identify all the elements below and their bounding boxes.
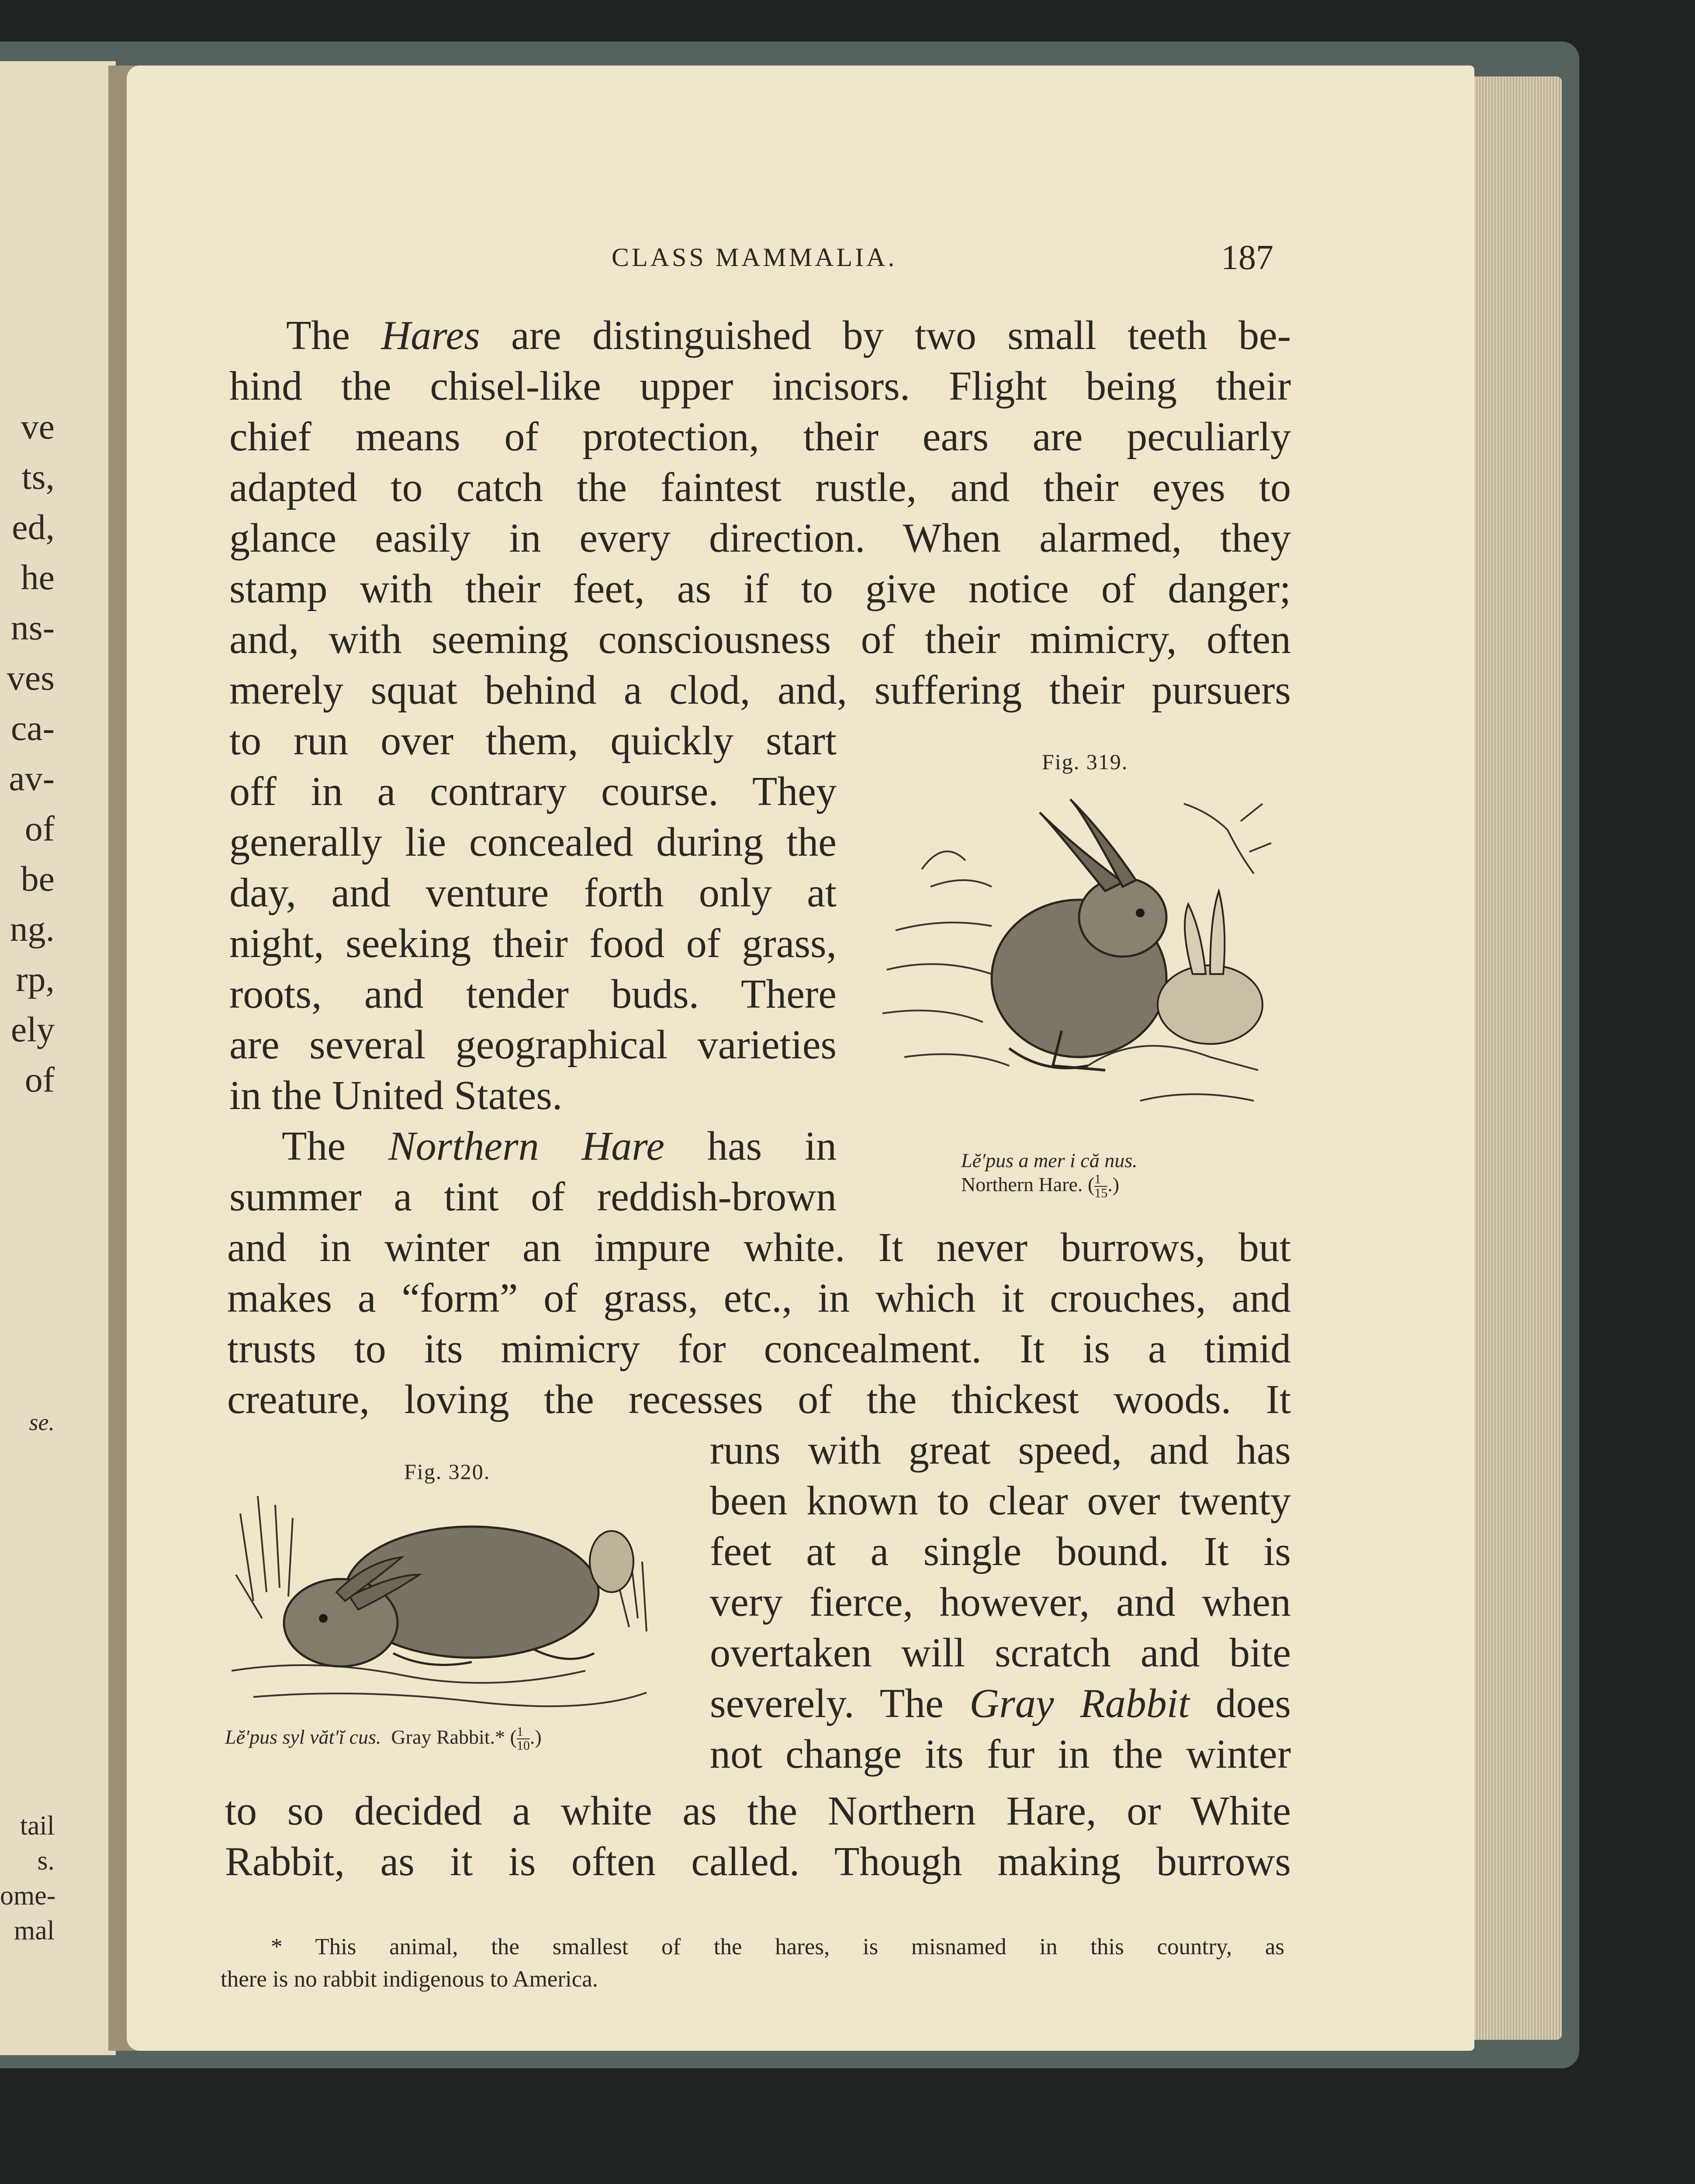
- left-fragment: s.: [37, 1846, 55, 1876]
- body-line: and in winter an impure white. It never burrows, but: [227, 1225, 1291, 1270]
- left-fragment: he: [21, 557, 55, 597]
- body-line: trusts to its mimicry for concealment. It is a timid: [227, 1326, 1291, 1372]
- northern-hare-illustration: [878, 786, 1284, 1136]
- body-line: chief means of protection, their ears are peculiarly: [229, 414, 1291, 460]
- left-fragment: ely: [10, 1009, 55, 1049]
- body-line: off in a contrary course. They: [229, 769, 837, 814]
- running-title: CLASS MAMMALIA.: [612, 243, 897, 272]
- figure-319-caption: Northern Hare. ( $\frac{1}{15}$ .): [961, 1172, 1120, 1201]
- left-fragment: ed,: [12, 507, 55, 547]
- left-fragment: ves: [7, 658, 55, 698]
- left-fragment: of: [24, 809, 55, 848]
- page-number: 187: [1221, 238, 1273, 277]
- left-fragment: of: [24, 1060, 55, 1099]
- footnote-line: there is no rabbit indigenous to America.: [221, 1966, 598, 1992]
- body-line: to run over them, quickly start: [229, 718, 837, 764]
- body-line: adapted to catch the faintest rustle, and their eyes to: [229, 465, 1291, 510]
- body-line: are several geographical varieties: [229, 1022, 837, 1068]
- left-fragment: ng.: [10, 909, 55, 949]
- body-line: creature, loving the recesses of the thickest woods. It: [227, 1377, 1291, 1422]
- page-edges: [1474, 76, 1562, 2040]
- body-line: in the United States.: [229, 1073, 563, 1118]
- body-line: runs with great speed, and has: [710, 1427, 1291, 1473]
- body-line: been known to clear over twenty: [710, 1478, 1291, 1524]
- footnote-line: * This animal, the smallest of the hares, is misnamed in this country, as: [271, 1934, 1284, 1959]
- body-line: glance easily in every direction. When alarmed, they: [229, 515, 1291, 561]
- gray-rabbit-illustration: [227, 1487, 664, 1714]
- left-fragment: se.: [29, 1409, 55, 1435]
- body-line: severely. The Gray Rabbit does: [710, 1681, 1291, 1726]
- left-fragment: ns-: [10, 608, 55, 647]
- body-line: to so decided a white as the Northern Hare, or White: [225, 1788, 1291, 1834]
- left-fragment: be: [21, 859, 55, 898]
- body-line: merely squat behind a clod, and, suffering their pursuers: [229, 667, 1291, 713]
- left-fragment: av-: [9, 758, 55, 798]
- left-fragment: ts,: [21, 457, 55, 497]
- left-fragment: mal: [14, 1916, 55, 1946]
- body-line: not change its fur in the winter: [710, 1731, 1291, 1777]
- body-line: summer a tint of reddish-brown: [229, 1174, 837, 1220]
- figure-label: Fig. 319.: [1042, 750, 1128, 774]
- left-fragment: ca-: [10, 708, 55, 748]
- body-line: and, with seeming consciousness of their mimicry, often: [229, 617, 1291, 662]
- body-line: overtaken will scratch and bite: [710, 1630, 1291, 1676]
- body-line: The Northern Hare has in: [282, 1123, 837, 1169]
- figure-label: Fig. 320.: [404, 1459, 491, 1484]
- body-line: The Hares are distinguished by two small teeth be-: [286, 313, 1291, 358]
- left-fragment: ve: [21, 407, 55, 446]
- body-line: day, and venture forth only at: [229, 870, 837, 916]
- body-line: stamp with their feet, as if to give notice of danger;: [229, 566, 1291, 612]
- body-line: Rabbit, as it is often called. Though making burrows: [225, 1839, 1291, 1884]
- body-line: night, seeking their food of grass,: [229, 921, 837, 966]
- body-line: hind the chisel-like upper incisors. Flight being their: [229, 363, 1291, 409]
- body-line: generally lie concealed during the: [229, 819, 837, 865]
- left-fragment: ome-: [0, 1881, 56, 1911]
- body-line: feet at a single bound. It is: [710, 1529, 1291, 1574]
- figure-319-latin-name: Lĕ′pus a mer i că nus.: [961, 1149, 1138, 1171]
- body-line: very fierce, however, and when: [710, 1579, 1291, 1625]
- left-fragment: rp,: [16, 959, 55, 999]
- left-page: [0, 61, 116, 2055]
- figure-320-caption: Lĕ′pus syl văt′ĭ cus. Gray Rabbit.* ( $\frac{1}{10}$ .): [225, 1724, 542, 1753]
- left-fragment: tail: [20, 1811, 55, 1841]
- body-line: roots, and tender buds. There: [229, 971, 837, 1017]
- body-line: makes a “form” of grass, etc., in which it crouches, and: [227, 1275, 1291, 1321]
